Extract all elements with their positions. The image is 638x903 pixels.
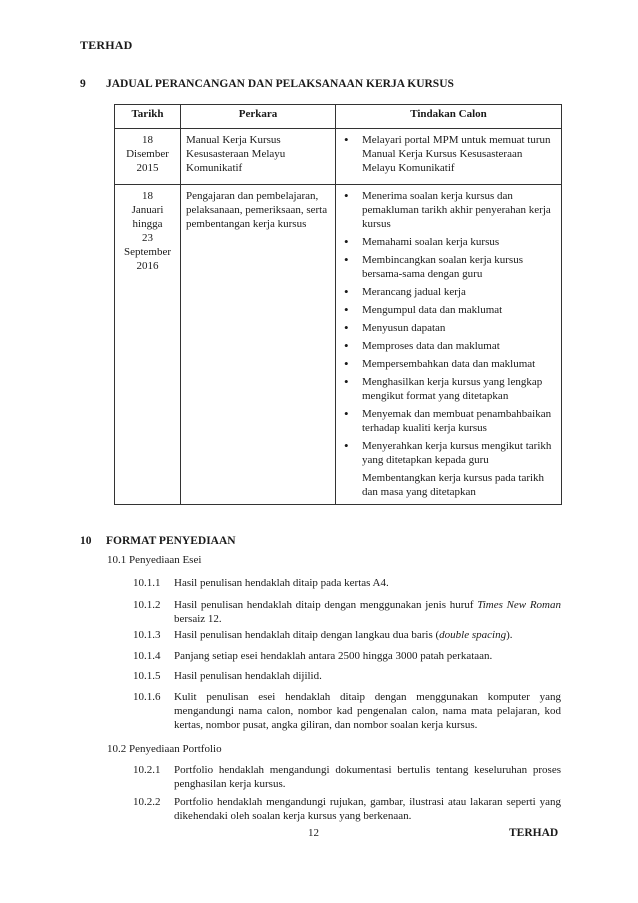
spacing-term-italic: double spacing <box>439 629 507 641</box>
font-name-italic: Times New Roman <box>477 599 561 611</box>
list-item: • Memproses data dan maklumat <box>344 339 555 353</box>
action-list <box>344 133 555 175</box>
item-text <box>174 628 561 642</box>
list-item: • Menyerahkan kerja kursus mengikut tarikh yang ditetapkan kepada guru <box>344 439 555 467</box>
date-cell <box>115 185 181 505</box>
date-line: hingga <box>132 218 163 230</box>
date-line: Januari <box>131 204 164 216</box>
list-item: • Mempersembahkan data dan maklumat <box>344 357 555 371</box>
list-item <box>133 598 561 626</box>
list-item: • Merancang jadual kerja <box>344 285 555 299</box>
item-number: 10.1.6 <box>133 691 161 703</box>
section-10-number: 10 <box>80 535 92 547</box>
item-text-part: bersaiz 12. <box>174 613 222 625</box>
column-header-matter: Perkara <box>181 105 336 129</box>
action-cell <box>336 185 562 505</box>
section-9-number: 9 <box>80 78 86 90</box>
date-line: 2016 <box>136 260 159 272</box>
item-text: Hasil penulisan hendaklah ditaip pada kertas A4. <box>174 577 389 589</box>
item-number: 10.1.1 <box>133 577 161 589</box>
list-item <box>133 763 561 791</box>
column-header-action: Tindakan Calon <box>336 105 562 129</box>
subsection-10-2-label: 10.2 Penyediaan Portfolio <box>107 743 222 755</box>
item-text: Portfolio hendaklah mengandungi dokumentasi bertulis tentang keseluruhan proses penghasilan kerja kursus. <box>174 764 561 790</box>
item-text <box>174 598 561 626</box>
list-item <box>133 690 561 732</box>
trailing-action-text: Membentangkan kerja kursus pada tarikh dan masa yang ditetapkan <box>362 472 545 498</box>
schedule-table <box>114 104 562 505</box>
action-cell <box>336 129 562 185</box>
item-text: Portfolio hendaklah mengandungi rujukan, gambar, ilustrasi atau lakaran seperti yang dikehendaki oleh soalan kerja kursus yang berkenaan. <box>174 796 561 822</box>
section-10-title: FORMAT PENYEDIAAN <box>106 535 236 547</box>
item-number: 10.2.1 <box>133 764 161 776</box>
list-item: • Menyusun dapatan <box>344 321 555 335</box>
item-number: 10.1.3 <box>133 629 161 641</box>
column-header-date: Tarikh <box>115 105 181 129</box>
item-text: Kulit penulisan esei hendaklah ditaip dengan menggunakan komputer yang mengandungi nama calon, nombor kad pengenalan calon, nama mata pelajaran, kod kertas, nombor pusat, angka giliran, dan nombor soalan kerja kursus. <box>174 691 561 731</box>
list-item: • Melayari portal MPM untuk memuat turun Manual Kerja Kursus Kesusasteraan Melayu Komunikatif <box>344 133 555 175</box>
matter-cell: Manual Kerja Kursus Kesusasteraan Melayu Komunikatif <box>181 129 336 185</box>
date-cell <box>115 129 181 185</box>
date-line: 2015 <box>136 162 159 174</box>
item-text: Hasil penulisan hendaklah dijilid. <box>174 670 322 682</box>
header-restriction: TERHAD <box>80 38 133 52</box>
item-number: 10.1.5 <box>133 670 161 682</box>
date-line: 18 <box>142 134 153 146</box>
list-item: • Menyemak dan membuat penambahbaikan terhadap kualiti kerja kursus <box>344 407 555 435</box>
item-text-part: Hasil penulisan hendaklah ditaip dengan langkau dua baris ( <box>174 629 440 641</box>
list-item <box>133 576 561 590</box>
item-text-part: Hasil penulisan hendaklah ditaip dengan menggunakan jenis huruf <box>174 599 478 611</box>
date-line: September <box>123 246 172 258</box>
date-line: 18 <box>142 190 153 202</box>
matter-cell: Pengajaran dan pembelajaran, pelaksanaan, pemeriksaan, serta pembentangan kerja kursus <box>181 185 336 505</box>
date-line: Disember <box>126 148 169 160</box>
date-line: 23 <box>142 232 153 244</box>
item-number: 10.1.2 <box>133 599 161 611</box>
list-item <box>133 669 561 683</box>
action-list <box>344 189 555 467</box>
item-number: 10.1.4 <box>133 650 161 662</box>
list-item: • Memahami soalan kerja kursus <box>344 235 555 249</box>
list-item: • Menghasilkan kerja kursus yang lengkap mengikut format yang ditetapkan <box>344 375 555 403</box>
section-9-title: JADUAL PERANCANGAN DAN PELAKSANAAN KERJA KURSUS <box>106 78 454 90</box>
item-text-part: ). <box>506 629 513 641</box>
subsection-10-1-label: 10.1 Penyediaan Esei <box>107 554 202 566</box>
list-item: • Mengumpul data dan maklumat <box>344 303 555 317</box>
list-item <box>133 795 561 823</box>
table-row <box>115 185 562 505</box>
list-item: • Menerima soalan kerja kursus dan pemakluman tarikh akhir penyerahan kerja kursus <box>344 189 555 231</box>
item-text: Panjang setiap esei hendaklah antara 2500 hingga 3000 patah perkataan. <box>174 650 493 662</box>
table-header-row <box>115 105 562 129</box>
list-item <box>133 628 561 642</box>
list-item <box>133 649 561 663</box>
page-number: 12 <box>308 827 319 839</box>
footer-restriction: TERHAD <box>509 827 559 839</box>
item-number: 10.2.2 <box>133 796 161 808</box>
list-item: • Membincangkan soalan kerja kursus bersama-sama dengan guru <box>344 253 555 281</box>
table-row <box>115 129 562 185</box>
